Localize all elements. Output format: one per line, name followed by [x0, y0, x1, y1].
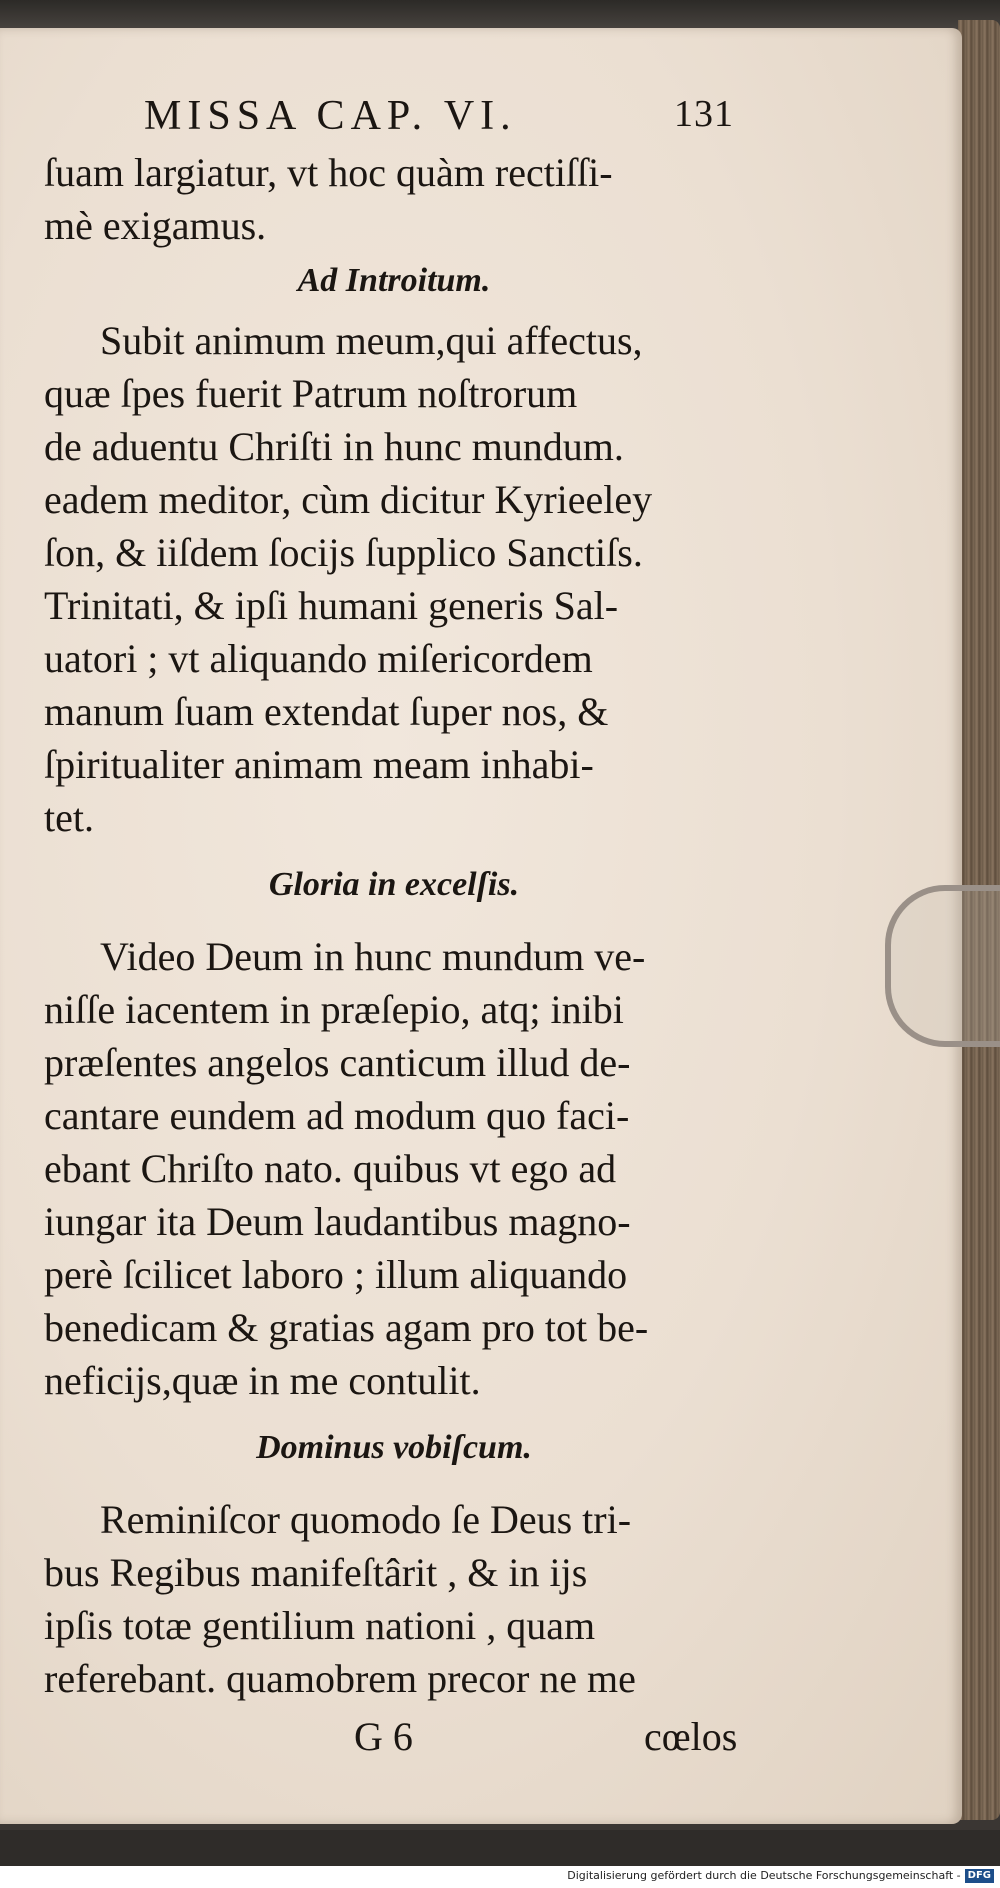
text-line: Video Deum in hunc mundum ve- — [100, 934, 646, 979]
text-line: tet. — [44, 795, 94, 840]
text-line: uatori ; vt aliquando miſericordem — [44, 636, 593, 681]
catchword: cœlos — [644, 1714, 738, 1759]
section-heading-introitus: Ad Introitum. — [297, 262, 491, 299]
page-footer — [44, 1705, 744, 1765]
page-text — [44, 88, 744, 1765]
running-header — [44, 88, 744, 146]
text-line: cantare eundem ad modum quo faci- — [44, 1093, 630, 1138]
credit-text: Digitalisierung gefördert durch die Deutsche Forschungsgemeinschaft - — [567, 1869, 961, 1882]
text-line: ipſis totæ gentilium nationi , quam — [44, 1603, 596, 1648]
section-heading-gloria: Gloria in excelſis. — [268, 866, 520, 903]
text-line: ſpiritualiter animam meam inhabi- — [44, 742, 594, 787]
page-number: 131 — [674, 93, 734, 135]
text-line: Subit animum meum,qui affectus, — [100, 318, 643, 363]
text-line: Trinitati, & ipſi humani generis Sal- — [44, 583, 619, 628]
text-line: manum ſuam extendat ſuper nos, & — [44, 689, 609, 734]
text-line: iungar ita Deum laudantibus magno- — [44, 1199, 631, 1244]
text-line: referebant. quamobrem precor ne me — [44, 1656, 636, 1701]
section-heading-dominus: Dominus vobiſcum. — [256, 1429, 532, 1466]
text-line: mè exigamus. — [44, 203, 267, 248]
text-line: benedicam & gratias agam pro tot be- — [44, 1305, 649, 1350]
text-line: ſon, & iiſdem ſocijs ſupplico Sanctiſs. — [44, 530, 643, 575]
text-line: perè ſcilicet laboro ; illum aliquando — [44, 1252, 628, 1297]
text-line: præſentes angelos canticum illud de- — [44, 1040, 631, 1085]
signature-mark: G 6 — [354, 1714, 413, 1759]
text-line: neficijs,quæ in me contulit. — [44, 1358, 481, 1403]
text-line: eadem meditor, cùm dicitur Kyrieeley — [44, 477, 653, 522]
text-line: bus Regibus manifeſtârit , & in ijs — [44, 1550, 588, 1595]
text-line: ebant Chriſto nato. quibus vt ego ad — [44, 1146, 617, 1191]
text-line: niſſe iacentem in præſepio, atq; inibi — [44, 987, 624, 1032]
text-line: quæ ſpes fuerit Patrum noſtrorum — [44, 371, 578, 416]
digitization-credit — [567, 1869, 994, 1883]
text-line: Reminiſcor quomodo ſe Deus tri- — [100, 1497, 632, 1542]
page-clip — [885, 885, 1000, 1047]
running-title: MISSA CAP. VI. — [144, 93, 517, 139]
dfg-logo: DFG — [965, 1869, 994, 1883]
text-line: de aduentu Chriſti in hunc mundum. — [44, 424, 624, 469]
text-line: ſuam largiatur, vt hoc quàm rectiſſi- — [44, 150, 613, 195]
